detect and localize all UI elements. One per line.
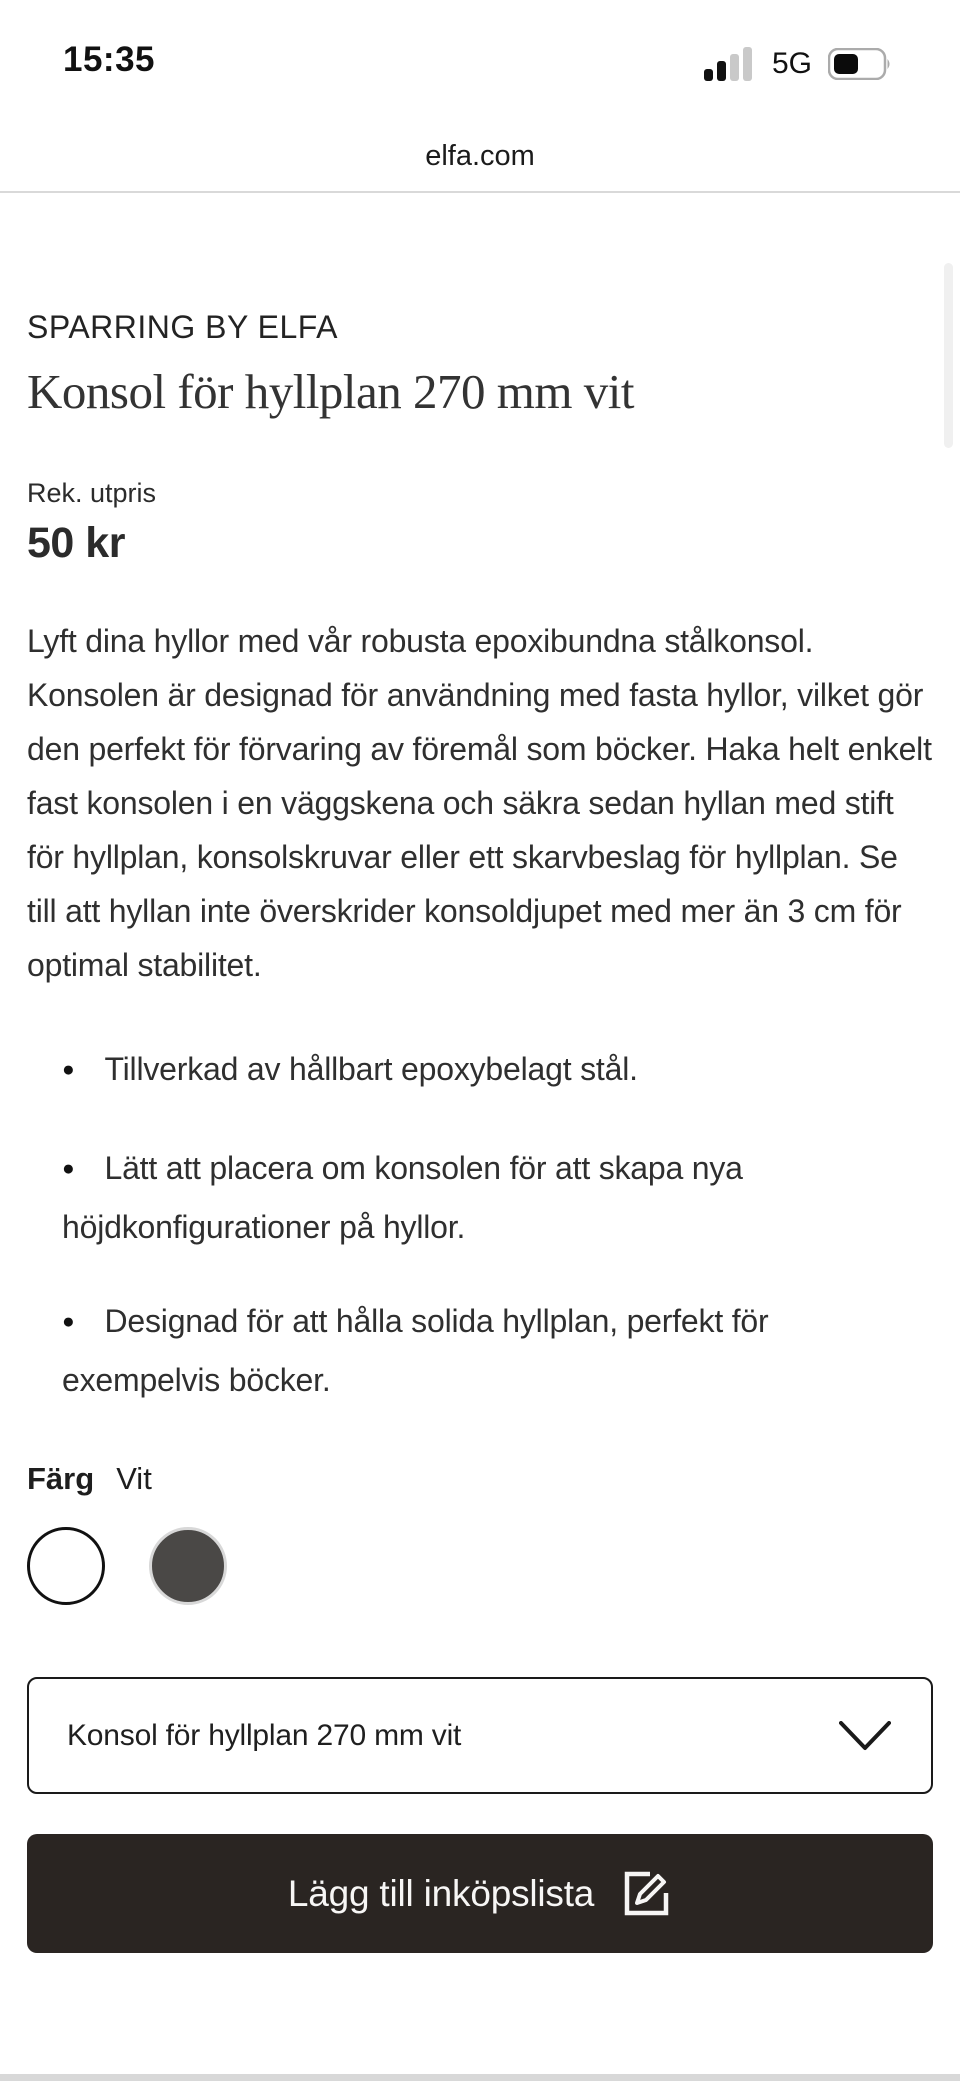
chevron-down-icon: [839, 1721, 891, 1751]
feature-list: [27, 1042, 933, 1407]
variant-dropdown-value: Konsol för hyllplan 270 mm vit: [67, 1718, 462, 1752]
edit-list-icon: [622, 1869, 672, 1919]
feature-item: ● Designad för att hålla solida hyllplan, perfekt för exempelvis böcker.: [62, 1294, 933, 1407]
cellular-signal-icon: [704, 47, 756, 81]
color-swatches: [27, 1527, 933, 1605]
product-page: [0, 309, 960, 1953]
status-time: 15:35: [63, 40, 156, 79]
add-to-shopping-list-label: Lägg till inköpslista: [287, 1872, 595, 1914]
browser-url-bar[interactable]: [0, 140, 960, 173]
browser-chrome: [0, 0, 960, 193]
brand-name: SPARRING BY ELFA: [27, 309, 338, 345]
color-label: Färg: [27, 1461, 95, 1496]
status-icons: [704, 38, 892, 90]
bottom-toolbar-edge: [0, 2074, 960, 2081]
product-title: Konsol för hyllplan 270 mm vit: [27, 364, 634, 419]
feature-item: ● Tillverkad av hållbart epoxybelagt stål.: [62, 1042, 933, 1101]
color-swatch-dark[interactable]: [149, 1527, 227, 1605]
color-selector-header: [27, 1461, 933, 1497]
variant-dropdown[interactable]: [27, 1677, 933, 1794]
feature-item: ● Lätt att placera om konsolen för att skapa nya höjdkonfigurationer på hyllor.: [62, 1141, 933, 1254]
product-description: Lyft dina hyllor med vår robusta epoxibundna stålkonsol. Konsolen är designad för användning med fasta hyllor, vilket gör den perfekt för förvaring av föremål som böcker. Haka helt enkelt fast konsolen i en väggskena och säkra sedan hyllan med stift för hyllplan, konsolskruvar eller ett skarvbeslag för hyllplan. Se till att hyllan inte överskrider konsoldjupet med mer än 3 cm för optimal stabilitet.: [27, 623, 932, 983]
page-scrollbar[interactable]: [944, 263, 953, 448]
selected-color-value: Vit: [116, 1461, 152, 1496]
battery-icon: [828, 48, 892, 80]
network-type-label: 5G: [771, 47, 812, 80]
price-label: Rek. utpris: [27, 478, 157, 508]
color-swatch-white[interactable]: [27, 1527, 105, 1605]
url-text: elfa.com: [425, 140, 535, 172]
price-value: 50 kr: [27, 519, 125, 567]
add-to-shopping-list-button[interactable]: [27, 1834, 933, 1953]
status-bar: [0, 38, 960, 90]
